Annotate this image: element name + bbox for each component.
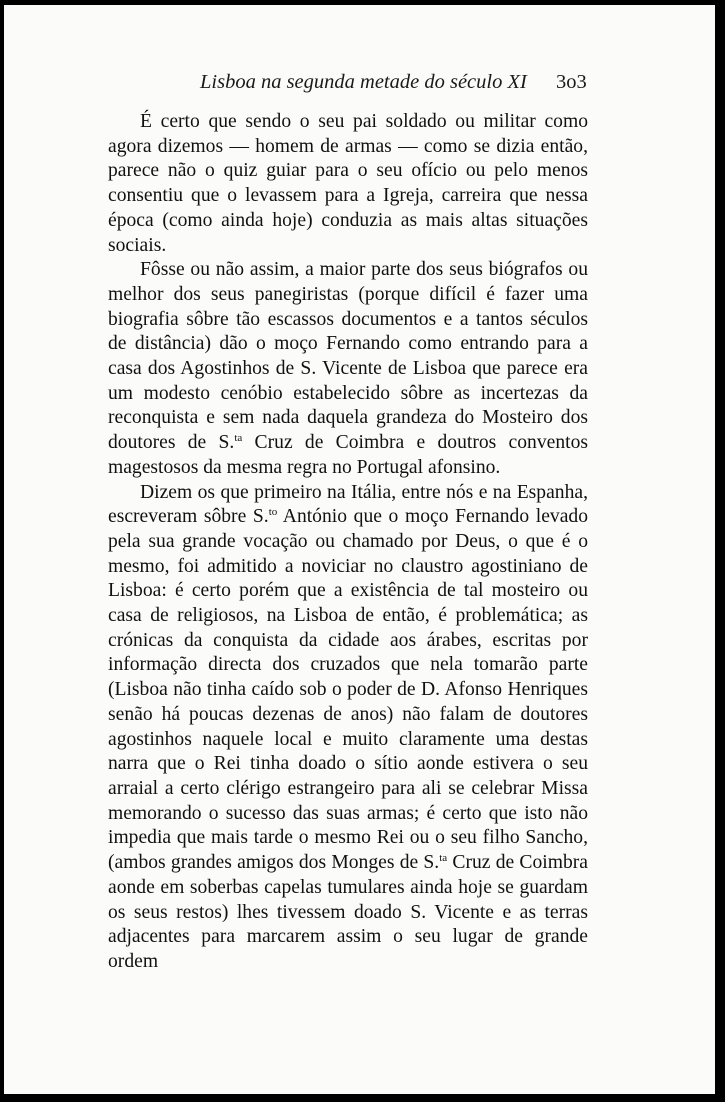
abbreviation-superscript: ta [234,432,243,445]
paragraph-text: Cruz de Coimbra aonde em soberbas capelas tumulares ainda hoje se guardam os seus restos) lhes tivessem doado S. Vicente e as terras adjacentes para marcarem assim o seu lugar de grande ordem [108,852,588,972]
paragraph [108,481,588,975]
paragraph [108,110,588,258]
paragraph-text: Fôsse ou não assim, a maior parte dos seus biógrafos ou melhor dos seus panegiristas (porque difícil é fazer uma biografia sôbre tão escassos documentos e a tantos séculos de distância) dão o moço Fernando como entrando para a casa dos Agostinhos de S. Vicente de Lisboa que parece era um modesto cenóbio estabelecido sôbre as incertezas da reconquista e sem nada daquela grandeza do Mosteiro dos doutores de S. [108,259,588,454]
paragraph [108,258,588,480]
paragraph-text: Dizem os que primeiro na Itália, entre nós e na Espanha, escreveram sôbre S. [108,481,588,528]
abbreviation-superscript: ta [439,852,448,865]
paragraph-text: Cruz de Coimbra e doutros conventos magestosos da mesma regra no Portugal afonsino. [108,432,588,478]
body-text [108,110,588,975]
paragraph-text: António que o moço Fernando levado pela sua grande vocação ou chamado por Deus, o que é o mesmo, foi admitido a noviciar no claustro agostiniano de Lisboa: é certo porém que a existência de tal mosteiro ou casa de religiosos, na Lisboa de então, é problemática; as crónicas da conquista da cidade aos árabes, escritas por informação directa dos cruzados que nela tomarão parte (Lisboa não tinha caído sob o poder de D. Afonso Henriques senão há poucas dezenas de anos) não falam de doutores agostinhos naquele local e muito claramente uma destas narra que o Rei tinha doado o sítio aonde estivera o seu arraial a certo clérigo estrangeiro para ali se celebrar Missa memorando o sucesso das suas armas; é certo que isto não impedia que mais tarde o mesmo Rei ou o seu filho Sancho, (ambos grandes amigos dos Monges de S. [108,506,588,874]
running-title: Lisboa na segunda metade do século XI [200,71,527,93]
running-head [4,71,715,97]
paragraph-text: É certo que sendo o seu pai soldado ou militar como agora dizemos — homem de armas — como se dizia então, parece não o quiz guiar para o seu ofício ou pelo menos consentiu que o levassem para a Igreja, carreira que nessa época (como ainda hoje) conduzia as mais altas situações sociais. [108,111,588,256]
page-number: 3o3 [556,71,587,93]
abbreviation-superscript: to [268,506,278,519]
book-page [4,5,715,1094]
